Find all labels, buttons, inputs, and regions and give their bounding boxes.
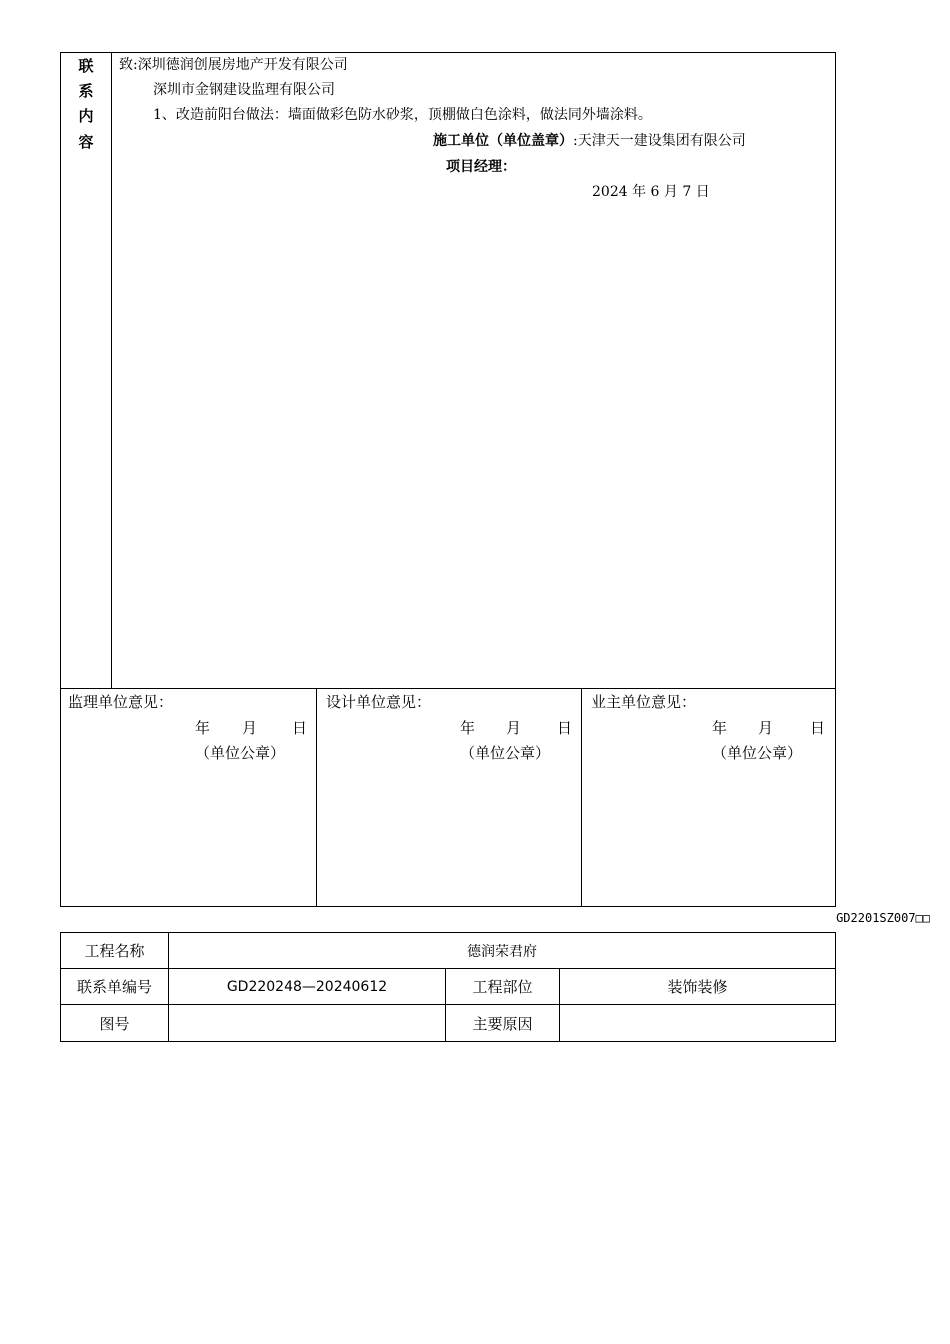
opinion-divider-1 (316, 688, 317, 907)
contact-label-char-3: 内 (78, 107, 94, 125)
contact-no-label: 联系单编号 (76, 978, 152, 996)
owner-day-label: 日 (810, 719, 826, 737)
owner-month-label: 月 (758, 719, 774, 737)
project-name-label: 工程名称 (84, 942, 145, 960)
drawing-no-label: 图号 (99, 1014, 130, 1033)
supervision-day-label: 日 (292, 719, 308, 737)
owner-year-label: 年 (712, 719, 728, 737)
opinion-divider-2 (581, 688, 582, 907)
supervision-opinion-title: 监理单位意见： (68, 693, 174, 711)
project-part-label: 工程部位 (472, 978, 533, 996)
form-code: GD2201SZ007□□ (836, 911, 930, 925)
design-seal-label: （单位公章） (460, 744, 551, 762)
item-1-text: 1、改造前阳台做法：墙面做彩色防水砂浆，顶棚做白色涂料，做法同外墙涂料。 (153, 107, 652, 123)
manager-label: 项目经理： (446, 159, 516, 175)
project-part-value: 装饰装修 (667, 978, 728, 996)
project-name-value: 德润荣君府 (467, 943, 537, 960)
supervision-year-label: 年 (195, 719, 211, 737)
contractor-name: :天津天一建设集团有限公司 (573, 133, 746, 149)
contractor-label: 施工单位（单位盖章） (433, 133, 573, 149)
main-reason-label: 主要原因 (472, 1014, 533, 1033)
owner-seal-label: （单位公章） (712, 744, 803, 762)
recipient-line: 致:深圳德润创展房地产开发有限公司 (119, 57, 348, 73)
owner-opinion-title: 业主单位意见： (591, 693, 697, 711)
issue-date: 2024 年 6 月 7 日 (592, 184, 710, 200)
design-opinion-title: 设计单位意见： (326, 693, 432, 711)
contact-label-char-2: 系 (78, 82, 94, 100)
contact-label-char-4: 容 (78, 133, 94, 151)
supervision-month-label: 月 (242, 719, 258, 737)
supervision-seal-label: （单位公章） (195, 744, 286, 762)
label-column-divider (111, 52, 112, 689)
cc-line: 深圳市金钢建设监理有限公司 (153, 82, 335, 98)
main-reason-value (560, 1005, 835, 1041)
design-year-label: 年 (460, 719, 476, 737)
contact-no-value: GD220248—20240612 (226, 978, 388, 995)
opinions-top-divider (60, 688, 836, 689)
contact-form-frame (60, 52, 836, 907)
design-month-label: 月 (506, 719, 522, 737)
design-day-label: 日 (557, 719, 573, 737)
contact-label-char-1: 联 (78, 57, 94, 75)
contractor-line (433, 132, 746, 150)
drawing-no-value (169, 1005, 445, 1041)
